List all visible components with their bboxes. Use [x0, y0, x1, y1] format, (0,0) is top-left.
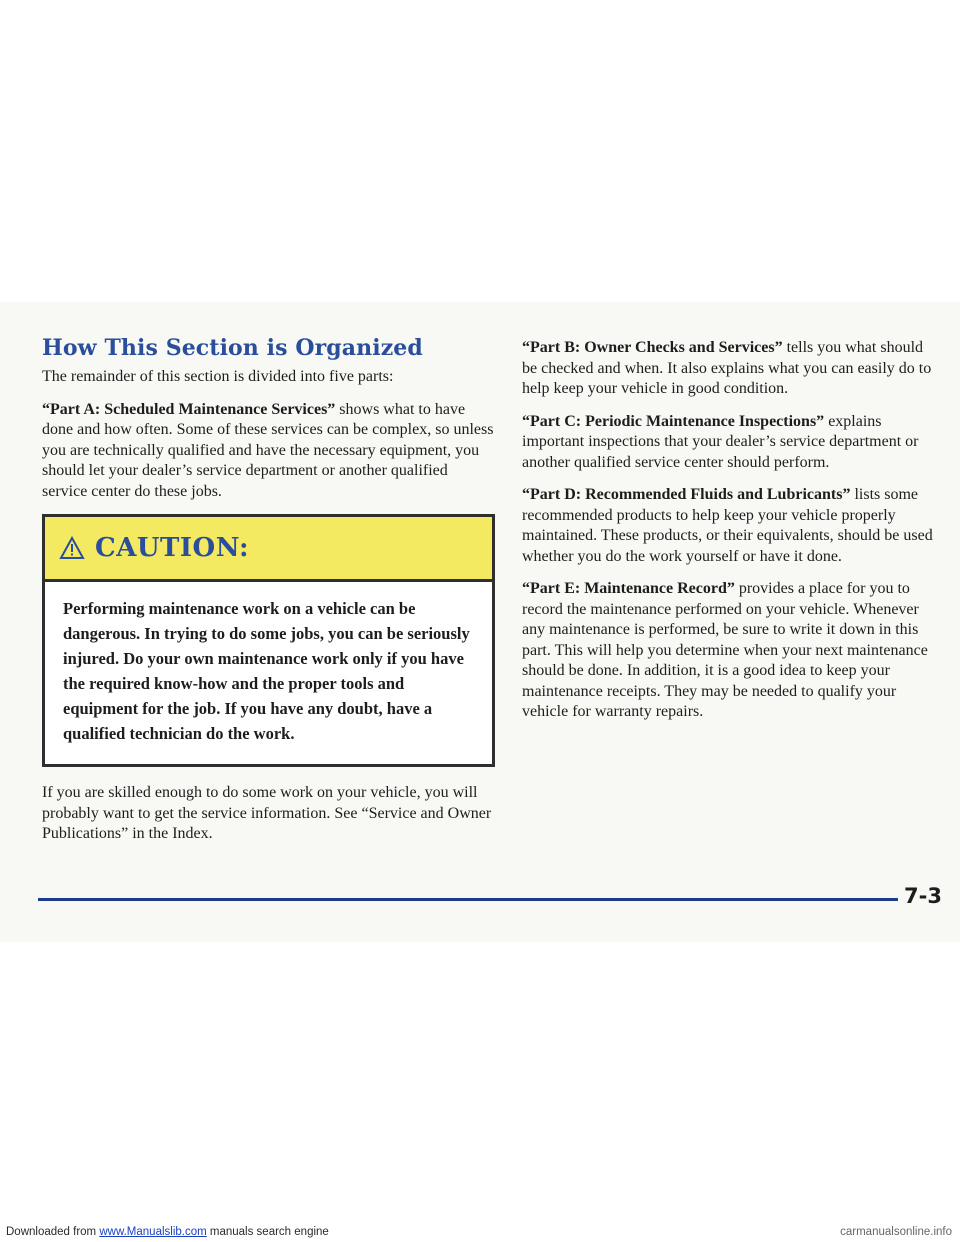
source-attribution — [6, 1222, 329, 1242]
part-a-text: shows what to have done and how often. Some of these services can be complex, so unless you are technically qualified and have the necessary equipment, you should let your dealer’s service department or another qualified service center do these jobs. — [42, 400, 494, 500]
footer-rule — [38, 898, 898, 901]
part-e-paragraph — [522, 579, 942, 723]
part-a-lead: “Part A: Scheduled Maintenance Services” — [42, 400, 336, 418]
part-b-lead: “Part B: Owner Checks and Services” — [522, 339, 783, 356]
part-c-paragraph — [522, 412, 942, 474]
source-suffix: manuals search engine — [206, 1226, 329, 1238]
page-number: 7-3 — [904, 884, 942, 908]
warning-triangle-icon — [59, 536, 85, 560]
part-d-paragraph — [522, 485, 942, 567]
caution-text: Performing maintenance work on a vehicle can be dangerous. In trying to do some jobs, you can be seriously injured. Do your own maintenance work only if you have the required know-how and the proper tools and equipment for the job. If you have any doubt, have a qualified technician do the work. — [45, 582, 492, 764]
source-prefix: Downloaded from — [6, 1226, 100, 1238]
part-c-lead: “Part C: Periodic Maintenance Inspections” — [522, 412, 825, 430]
watermark: carmanualsonline.info — [840, 1226, 952, 1238]
source-bar — [0, 1222, 960, 1242]
caution-header — [45, 517, 492, 582]
caution-box — [42, 514, 495, 767]
part-b-text: tells you what should be checked and when. It also explains what you can easily do to help keep your vehicle in good condition. — [522, 339, 932, 397]
part-d-text: lists some recommended products to help keep your vehicle properly maintained. These products, or their equivalents, should be used whether you do the work yourself or have it done. — [522, 486, 933, 565]
left-column — [42, 335, 497, 857]
right-column — [522, 338, 942, 735]
part-a-paragraph — [42, 400, 497, 503]
manualslib-link[interactable]: www.Manualslib.com — [99, 1226, 207, 1238]
section-title: How This Section is Organized — [42, 335, 423, 361]
closing-paragraph: If you are skilled enough to do some work on your vehicle, you will probably want to get the service information. See “Service and Owner Publications” in the Index. — [42, 784, 492, 842]
part-e-text: provides a place for you to record the maintenance performed on your vehicle. Whenever any maintenance is performed, be sure to write it down in this part. This will help you determine when your next maintenance should be done. In addition, it is a good idea to keep your maintenance receipts. They may be needed to qualify your vehicle for warranty repairs. — [522, 580, 928, 720]
intro-paragraph: The remainder of this section is divided into five parts: — [42, 368, 394, 385]
caution-label: CAUTION: — [95, 533, 250, 563]
part-b-paragraph — [522, 338, 942, 400]
part-e-lead: “Part E: Maintenance Record” — [522, 580, 735, 597]
part-c-text: explains important inspections that your dealer’s service department or another qualified service center should perform. — [522, 412, 919, 471]
part-d-lead: “Part D: Recommended Fluids and Lubricants” — [522, 486, 851, 503]
